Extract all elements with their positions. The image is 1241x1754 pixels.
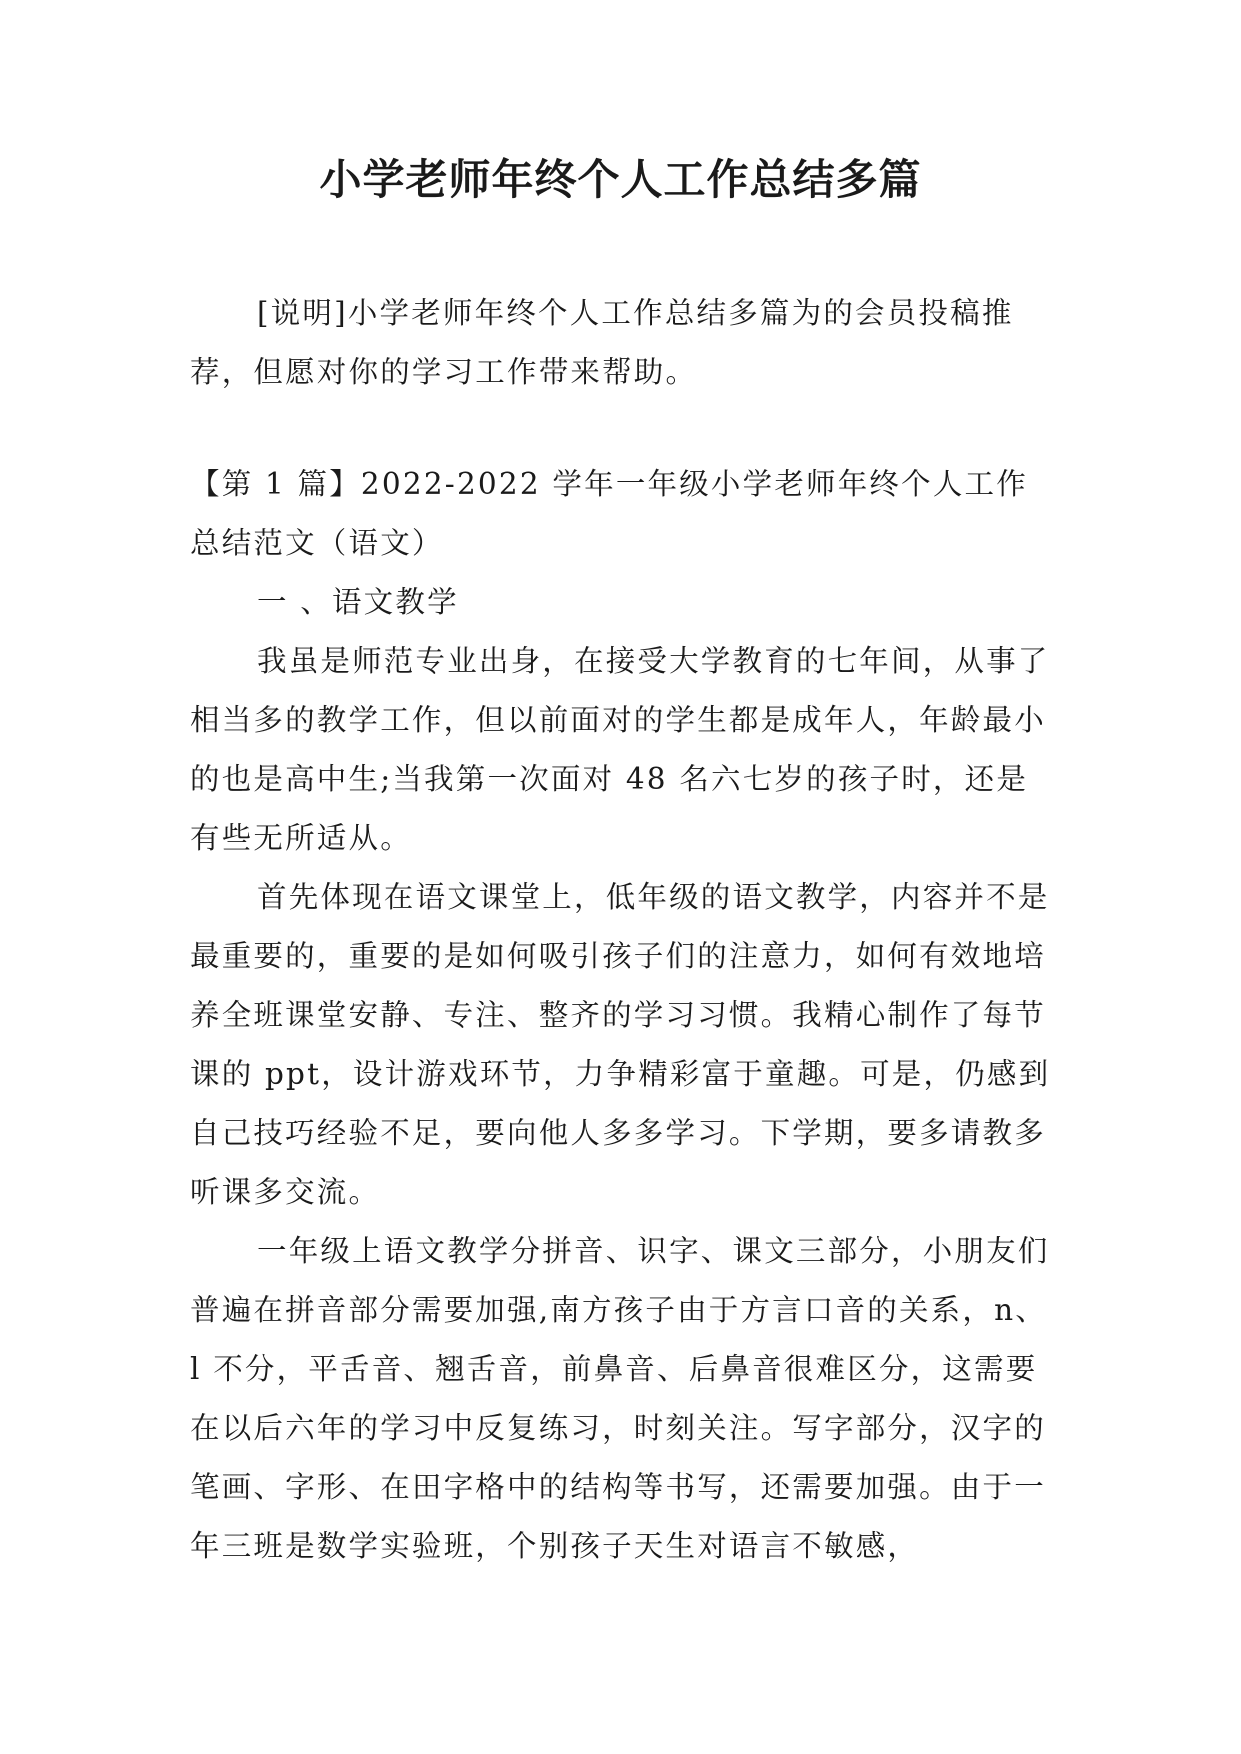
- intro-paragraph: [说明]小学老师年终个人工作总结多篇为的会员投稿推荐，但愿对你的学习工作带来帮助。: [190, 296, 1014, 389]
- document-body: [190, 455, 1052, 1576]
- body-paragraph-2: 首先体现在语文课堂上，低年级的语文教学，内容并不是最重要的，重要的是如何吸引孩子们的注意力，如何有效地培养全班课堂安静、专注、整齐的学习习惯。我精心制作了每节课的 ppt，设计游戏环节，力争精彩富于童趣。可是，仍感到自己技巧经验不足，要向他人多多学习。下学期，要多请教多听课多交流。: [190, 880, 1051, 1209]
- section-heading: 【第 1 篇】2022-2022 学年一年级小学老师年终个人工作总结范文（语文）: [190, 467, 1028, 560]
- body-paragraph-3: 一年级上语文教学分拼音、识字、课文三部分，小朋友们普遍在拼音部分需要加强,南方孩子由于方言口音的关系，n、l 不分，平舌音、翘舌音，前鼻音、后鼻音很难区分，这需要在以后六年的学习中反复练习，时刻关注。写字部分，汉字的笔画、字形、在田字格中的结构等书写，还需要加强。由于一年三班是数学实验班，个别孩子天生对语言不敏感，: [190, 1234, 1050, 1563]
- body-paragraph-1: 我虽是师范专业出身，在接受大学教育的七年间，从事了相当多的教学工作，但以前面对的学生都是成年人，年龄最小的也是高中生;当我第一次面对 48 名六七岁的孩子时，还是有些无所适从。: [190, 644, 1050, 855]
- section-subheading: 一 、语文教学: [257, 585, 459, 619]
- document-title: 小学老师年终个人工作总结多篇: [319, 155, 922, 204]
